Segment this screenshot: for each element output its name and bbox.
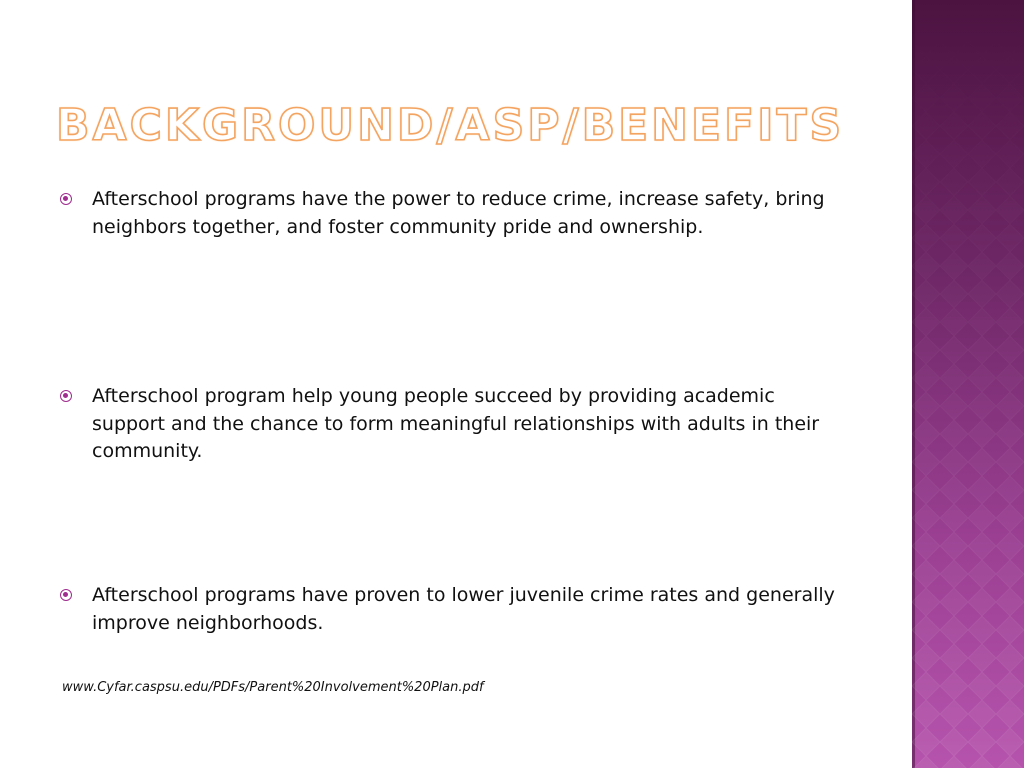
diamond-pattern [912,0,1024,768]
bullet-text: Afterschool programs have proven to lower juvenile crime rates and generally improve neighborhoods. [92,584,835,634]
bullet-item [60,582,850,637]
decorative-side-band [912,0,1024,768]
bullet-text: Afterschool program help young people succeed by providing academic support and the chance to form meaningful relationships with adults in their community. [92,385,820,462]
bullet-icon [60,193,72,205]
slide-title: BACKGROUND/ASP/BENEFITS [56,100,845,151]
bullet-icon [60,589,72,601]
bullet-item [60,383,850,466]
source-citation: www.Cyfar.caspsu.edu/PDFs/Parent%20Involvement%20Plan.pdf [62,680,484,695]
bullet-item [60,186,850,241]
bullet-icon [60,390,72,402]
bullet-text: Afterschool programs have the power to reduce crime, increase safety, bring neighbors together, and foster community pride and ownership. [92,188,825,238]
